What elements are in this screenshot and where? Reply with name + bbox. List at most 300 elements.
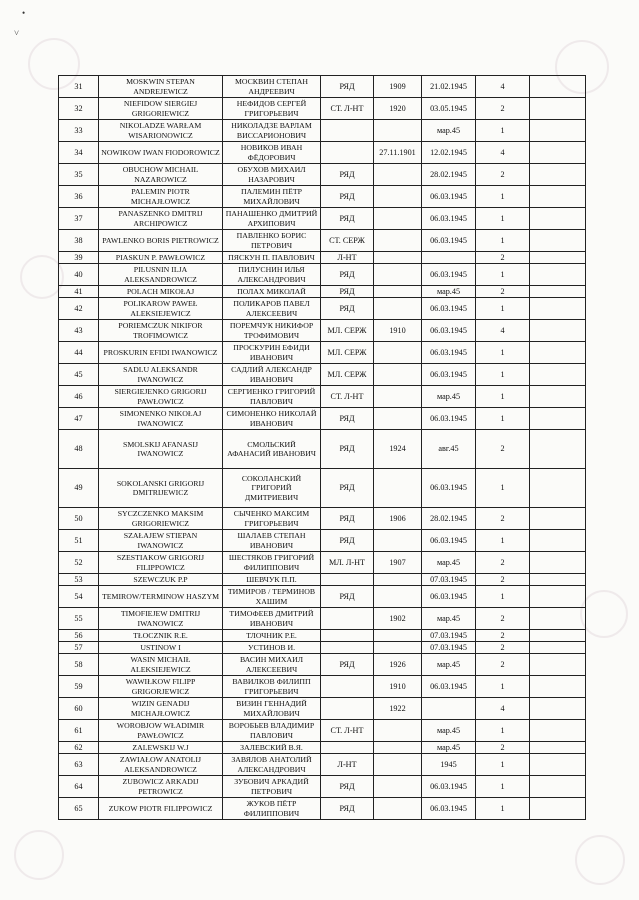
rank-cell: РЯД xyxy=(321,408,374,430)
row-number-cell: 31 xyxy=(59,76,99,98)
grave-number-cell: 1 xyxy=(476,298,530,320)
row-number-cell: 37 xyxy=(59,208,99,230)
row-number-cell: 33 xyxy=(59,120,99,142)
table-row xyxy=(59,676,586,698)
grave-number-cell: 2 xyxy=(476,630,530,642)
row-number-cell: 56 xyxy=(59,630,99,642)
table-row xyxy=(59,630,586,642)
extra-cell xyxy=(530,186,586,208)
extra-cell xyxy=(530,386,586,408)
grave-number-cell: 2 xyxy=(476,252,530,264)
extra-cell xyxy=(530,642,586,654)
rank-cell: РЯД xyxy=(321,186,374,208)
death-date-cell: 07.03.1945 xyxy=(422,630,476,642)
grave-number-cell: 2 xyxy=(476,508,530,530)
death-date-cell: 06.03.1945 xyxy=(422,364,476,386)
grave-number-cell: 1 xyxy=(476,408,530,430)
rank-cell: СТ. Л-НТ xyxy=(321,386,374,408)
row-number-cell: 60 xyxy=(59,698,99,720)
death-date-cell: 06.03.1945 xyxy=(422,320,476,342)
birth-year-cell: 1906 xyxy=(374,508,422,530)
grave-number-cell: 4 xyxy=(476,698,530,720)
row-number-cell: 39 xyxy=(59,252,99,264)
table-row xyxy=(59,430,586,469)
rank-cell: РЯД xyxy=(321,76,374,98)
table-row xyxy=(59,608,586,630)
row-number-cell: 40 xyxy=(59,264,99,286)
soldier-list-table xyxy=(58,75,586,820)
grave-number-cell: 2 xyxy=(476,574,530,586)
grave-number-cell: 2 xyxy=(476,430,530,469)
extra-cell xyxy=(530,164,586,186)
latin-name-cell: ZUBOWICZ ARKADIJ PETROWICZ xyxy=(99,776,223,798)
cyrillic-name-cell: ШАЛАЕВ СТЕПАН ИВАНОВИЧ xyxy=(223,530,321,552)
table-row xyxy=(59,98,586,120)
birth-year-cell: 27.11.1901 xyxy=(374,142,422,164)
birth-year-cell: 1907 xyxy=(374,552,422,574)
table-row xyxy=(59,208,586,230)
table-row xyxy=(59,776,586,798)
rank-cell: МЛ. СЕРЖ xyxy=(321,320,374,342)
birth-year-cell xyxy=(374,720,422,742)
row-number-cell: 36 xyxy=(59,186,99,208)
death-date-cell: 06.03.1945 xyxy=(422,264,476,286)
table-row xyxy=(59,342,586,364)
extra-cell xyxy=(530,630,586,642)
cyrillic-name-cell: ЗУБОВИЧ АРКАДИЙ ПЕТРОВИЧ xyxy=(223,776,321,798)
death-date-cell: 03.05.1945 xyxy=(422,98,476,120)
cyrillic-name-cell: НЕФИДОВ СЕРГЕЙ ГРИГОРЬЕВИЧ xyxy=(223,98,321,120)
latin-name-cell: PIASKUN P. PAWŁOWICZ xyxy=(99,252,223,264)
grave-number-cell: 1 xyxy=(476,586,530,608)
cyrillic-name-cell: СЫЧЕНКО МАКСИМ ГРИГОРЬЕВИЧ xyxy=(223,508,321,530)
birth-year-cell xyxy=(374,286,422,298)
grave-number-cell: 1 xyxy=(476,186,530,208)
extra-cell xyxy=(530,469,586,508)
grave-number-cell: 4 xyxy=(476,76,530,98)
birth-year-cell xyxy=(374,642,422,654)
table-row xyxy=(59,798,586,820)
cyrillic-name-cell: ПАНАШЕНКО ДМИТРИЙ АРХИПОВИЧ xyxy=(223,208,321,230)
birth-year-cell: 1910 xyxy=(374,320,422,342)
cyrillic-name-cell: СОКОЛАНСКИЙ ГРИГОРИЙ ДМИТРИЕВИЧ xyxy=(223,469,321,508)
latin-name-cell: ZAWIAŁOW ANATOLIJ ALEKSANDROWICZ xyxy=(99,754,223,776)
table-row xyxy=(59,642,586,654)
cyrillic-name-cell: ВАВИЛКОВ ФИЛИПП ГРИГОРЬЕВИЧ xyxy=(223,676,321,698)
table-row xyxy=(59,286,586,298)
grave-number-cell: 1 xyxy=(476,264,530,286)
row-number-cell: 54 xyxy=(59,586,99,608)
death-date-cell: 1945 xyxy=(422,754,476,776)
birth-year-cell xyxy=(374,186,422,208)
extra-cell xyxy=(530,252,586,264)
table-row xyxy=(59,469,586,508)
latin-name-cell: PALEMIN PIOTR MICHAJŁOWICZ xyxy=(99,186,223,208)
extra-cell xyxy=(530,120,586,142)
birth-year-cell xyxy=(374,754,422,776)
rank-cell: РЯД xyxy=(321,586,374,608)
death-date-cell: мар.45 xyxy=(422,120,476,142)
row-number-cell: 61 xyxy=(59,720,99,742)
row-number-cell: 55 xyxy=(59,608,99,630)
extra-cell xyxy=(530,298,586,320)
birth-year-cell xyxy=(374,798,422,820)
latin-name-cell: TŁOCZNIK R.E. xyxy=(99,630,223,642)
cyrillic-name-cell: МОСКВИН СТЕПАН АНДРЕЕВИЧ xyxy=(223,76,321,98)
row-number-cell: 32 xyxy=(59,98,99,120)
extra-cell xyxy=(530,230,586,252)
death-date-cell: 06.03.1945 xyxy=(422,469,476,508)
grave-number-cell: 4 xyxy=(476,320,530,342)
scan-mark: ˅ xyxy=(14,28,20,38)
row-number-cell: 63 xyxy=(59,754,99,776)
table-row xyxy=(59,720,586,742)
grave-number-cell: 1 xyxy=(476,342,530,364)
row-number-cell: 59 xyxy=(59,676,99,698)
latin-name-cell: SOKOLANSKI GRIGORIJ DMITRIJEWICZ xyxy=(99,469,223,508)
rank-cell xyxy=(321,120,374,142)
row-number-cell: 51 xyxy=(59,530,99,552)
table-row xyxy=(59,364,586,386)
table-row xyxy=(59,586,586,608)
death-date-cell: 06.03.1945 xyxy=(422,586,476,608)
cyrillic-name-cell: ТЛОЧНИК Р.Е. xyxy=(223,630,321,642)
rank-cell: РЯД xyxy=(321,430,374,469)
latin-name-cell: SZAŁAJEW STIEPAN IWANOWICZ xyxy=(99,530,223,552)
table-row xyxy=(59,186,586,208)
rank-cell: СТ. Л-НТ xyxy=(321,98,374,120)
cyrillic-name-cell: ПОЛАХ МИКОЛАЙ xyxy=(223,286,321,298)
grave-number-cell: 1 xyxy=(476,776,530,798)
grave-number-cell: 2 xyxy=(476,642,530,654)
cyrillic-name-cell: ВИЗИН ГЕННАДИЙ МИХАЙЛОВИЧ xyxy=(223,698,321,720)
cyrillic-name-cell: САДЛИЙ АЛЕКСАНДР ИВАНОВИЧ xyxy=(223,364,321,386)
cyrillic-name-cell: ТИМОФЕЕВ ДМИТРИЙ ИВАНОВИЧ xyxy=(223,608,321,630)
table-row xyxy=(59,508,586,530)
table-row xyxy=(59,574,586,586)
row-number-cell: 48 xyxy=(59,430,99,469)
death-date-cell: 06.03.1945 xyxy=(422,776,476,798)
grave-number-cell: 1 xyxy=(476,230,530,252)
birth-year-cell xyxy=(374,364,422,386)
latin-name-cell: POLACH MIKOŁAJ xyxy=(99,286,223,298)
cyrillic-name-cell: ПИЛУСНИН ИЛЬЯ АЛЕКСАНДРОВИЧ xyxy=(223,264,321,286)
birth-year-cell xyxy=(374,208,422,230)
latin-name-cell: SYCZCZENKO MAKSIM GRIGORIEWICZ xyxy=(99,508,223,530)
death-date-cell: мар.45 xyxy=(422,286,476,298)
row-number-cell: 43 xyxy=(59,320,99,342)
rank-cell: Л-НТ xyxy=(321,252,374,264)
cyrillic-name-cell: СИМОНЕНКО НИКОЛАЙ ИВАНОВИЧ xyxy=(223,408,321,430)
extra-cell xyxy=(530,720,586,742)
rank-cell: РЯД xyxy=(321,469,374,508)
row-number-cell: 41 xyxy=(59,286,99,298)
row-number-cell: 38 xyxy=(59,230,99,252)
rank-cell: МЛ. Л-НТ xyxy=(321,552,374,574)
row-number-cell: 44 xyxy=(59,342,99,364)
birth-year-cell xyxy=(374,408,422,430)
birth-year-cell: 1920 xyxy=(374,98,422,120)
latin-name-cell: PAWLENKO BORIS PIETROWICZ xyxy=(99,230,223,252)
latin-name-cell: ZALEWSKIJ W.J xyxy=(99,742,223,754)
grave-number-cell: 1 xyxy=(476,469,530,508)
row-number-cell: 35 xyxy=(59,164,99,186)
row-number-cell: 46 xyxy=(59,386,99,408)
latin-name-cell: USTINOW I xyxy=(99,642,223,654)
grave-number-cell: 1 xyxy=(476,798,530,820)
grave-number-cell: 1 xyxy=(476,208,530,230)
cyrillic-name-cell: СЕРГИЕНКО ГРИГОРИЙ ПАВЛОВИЧ xyxy=(223,386,321,408)
grave-number-cell: 2 xyxy=(476,286,530,298)
cyrillic-name-cell: ТИМИРОВ / ТЕРМИНОВ ХАШИМ xyxy=(223,586,321,608)
rank-cell: РЯД xyxy=(321,264,374,286)
rank-cell: РЯД xyxy=(321,286,374,298)
row-number-cell: 45 xyxy=(59,364,99,386)
table-row xyxy=(59,230,586,252)
row-number-cell: 58 xyxy=(59,654,99,676)
rank-cell: Л-НТ xyxy=(321,754,374,776)
cyrillic-name-cell: ПЯСКУН П. ПАВЛОВИЧ xyxy=(223,252,321,264)
death-date-cell: 06.03.1945 xyxy=(422,298,476,320)
row-number-cell: 57 xyxy=(59,642,99,654)
death-date-cell: 07.03.1945 xyxy=(422,574,476,586)
grave-number-cell: 2 xyxy=(476,654,530,676)
cyrillic-name-cell: НИКОЛАДЗЕ ВАРЛАМ ВИССАРИОНОВИЧ xyxy=(223,120,321,142)
table-row xyxy=(59,530,586,552)
extra-cell xyxy=(530,98,586,120)
extra-cell xyxy=(530,676,586,698)
rank-cell xyxy=(321,676,374,698)
table-row xyxy=(59,142,586,164)
grave-number-cell: 1 xyxy=(476,530,530,552)
extra-cell xyxy=(530,320,586,342)
extra-cell xyxy=(530,208,586,230)
death-date-cell: мар.45 xyxy=(422,386,476,408)
birth-year-cell xyxy=(374,298,422,320)
rank-cell xyxy=(321,608,374,630)
row-number-cell: 52 xyxy=(59,552,99,574)
death-date-cell: авг.45 xyxy=(422,430,476,469)
cyrillic-name-cell: ПОЛИКАРОВ ПАВЕЛ АЛЕКСЕЕВИЧ xyxy=(223,298,321,320)
latin-name-cell: SIERGIEJENKO GRIGORIJ PAWŁOWICZ xyxy=(99,386,223,408)
death-date-cell xyxy=(422,698,476,720)
latin-name-cell: SZESTIAKOW GRIGORIJ FILIPPOWICZ xyxy=(99,552,223,574)
rank-cell: РЯД xyxy=(321,208,374,230)
latin-name-cell: PORIEMCZUK NIKIFOR TROFIMOWICZ xyxy=(99,320,223,342)
grave-number-cell: 2 xyxy=(476,164,530,186)
birth-year-cell: 1902 xyxy=(374,608,422,630)
latin-name-cell: WIZIN GENADIJ MICHAJŁOWICZ xyxy=(99,698,223,720)
extra-cell xyxy=(530,698,586,720)
latin-name-cell: MOSKWIN STEPAN ANDREJEWICZ xyxy=(99,76,223,98)
death-date-cell: 06.03.1945 xyxy=(422,208,476,230)
death-date-cell: мар.45 xyxy=(422,552,476,574)
grave-number-cell: 1 xyxy=(476,676,530,698)
rank-cell: МЛ. СЕРЖ xyxy=(321,364,374,386)
extra-cell xyxy=(530,552,586,574)
table-row xyxy=(59,742,586,754)
extra-cell xyxy=(530,142,586,164)
row-number-cell: 50 xyxy=(59,508,99,530)
latin-name-cell: OBUCHOW MICHAIL NAZAROWICZ xyxy=(99,164,223,186)
extra-cell xyxy=(530,286,586,298)
rank-cell xyxy=(321,142,374,164)
extra-cell xyxy=(530,408,586,430)
birth-year-cell: 1909 xyxy=(374,76,422,98)
watermark-stamp xyxy=(14,830,64,880)
cyrillic-name-cell: ОБУХОВ МИХАИЛ НАЗАРОВИЧ xyxy=(223,164,321,186)
rank-cell: РЯД xyxy=(321,654,374,676)
birth-year-cell xyxy=(374,264,422,286)
death-date-cell xyxy=(422,252,476,264)
birth-year-cell xyxy=(374,469,422,508)
table-row xyxy=(59,120,586,142)
birth-year-cell xyxy=(374,630,422,642)
cyrillic-name-cell: ВАСИН МИХАИЛ АЛЕКСЕЕВИЧ xyxy=(223,654,321,676)
table-row xyxy=(59,298,586,320)
grave-number-cell: 2 xyxy=(476,742,530,754)
table-row xyxy=(59,76,586,98)
table-row xyxy=(59,386,586,408)
death-date-cell: 06.03.1945 xyxy=(422,798,476,820)
grave-number-cell: 1 xyxy=(476,364,530,386)
table-row xyxy=(59,754,586,776)
latin-name-cell: PANASZENKO DMITRIJ ARCHIPOWICZ xyxy=(99,208,223,230)
row-number-cell: 47 xyxy=(59,408,99,430)
latin-name-cell: TIMOFIEJEW DMITRIJ IWANOWICZ xyxy=(99,608,223,630)
cyrillic-name-cell: ЖУКОВ ПЁТР ФИЛИППОВИЧ xyxy=(223,798,321,820)
cyrillic-name-cell: НОВИКОВ ИВАН ФЁДОРОВИЧ xyxy=(223,142,321,164)
death-date-cell: 06.03.1945 xyxy=(422,342,476,364)
table-row xyxy=(59,164,586,186)
grave-number-cell: 1 xyxy=(476,120,530,142)
table-row xyxy=(59,252,586,264)
row-number-cell: 53 xyxy=(59,574,99,586)
cyrillic-name-cell: ПАЛЕМИН ПЁТР МИХАЙЛОВИЧ xyxy=(223,186,321,208)
latin-name-cell: SIMONENKO NIKOŁAJ IWANOWICZ xyxy=(99,408,223,430)
watermark-stamp xyxy=(575,835,625,885)
latin-name-cell: TEMIROW/TERMINOW HASZYM xyxy=(99,586,223,608)
table-row xyxy=(59,698,586,720)
birth-year-cell: 1910 xyxy=(374,676,422,698)
extra-cell xyxy=(530,586,586,608)
death-date-cell: 21.02.1945 xyxy=(422,76,476,98)
table-row xyxy=(59,408,586,430)
extra-cell xyxy=(530,776,586,798)
table-row xyxy=(59,654,586,676)
rank-cell xyxy=(321,642,374,654)
row-number-cell: 49 xyxy=(59,469,99,508)
latin-name-cell: SZEWCZUK P.P xyxy=(99,574,223,586)
latin-name-cell: PROSKURIN EFIDI IWANOWICZ xyxy=(99,342,223,364)
birth-year-cell xyxy=(374,252,422,264)
extra-cell xyxy=(530,798,586,820)
cyrillic-name-cell: ЗАВЯЛОВ АНАТОЛИЙ АЛЕКСАНДРОВИЧ xyxy=(223,754,321,776)
death-date-cell: мар.45 xyxy=(422,654,476,676)
rank-cell: МЛ. СЕРЖ xyxy=(321,342,374,364)
cyrillic-name-cell: ВОРОБЬЕВ ВЛАДИМИР ПАВЛОВИЧ xyxy=(223,720,321,742)
latin-name-cell: NIKOLADZE WARŁAM WISARIONOWICZ xyxy=(99,120,223,142)
death-date-cell: 06.03.1945 xyxy=(422,676,476,698)
row-number-cell: 42 xyxy=(59,298,99,320)
death-date-cell: мар.45 xyxy=(422,742,476,754)
extra-cell xyxy=(530,342,586,364)
extra-cell xyxy=(530,364,586,386)
rank-cell: РЯД xyxy=(321,530,374,552)
cyrillic-name-cell: ШЕВЧУК П.П. xyxy=(223,574,321,586)
rank-cell xyxy=(321,630,374,642)
latin-name-cell: SADLU ALEKSANDR IWANOWICZ xyxy=(99,364,223,386)
birth-year-cell xyxy=(374,386,422,408)
birth-year-cell xyxy=(374,776,422,798)
birth-year-cell xyxy=(374,230,422,252)
extra-cell xyxy=(530,76,586,98)
table-row xyxy=(59,264,586,286)
cyrillic-name-cell: СМОЛЬСКИЙ АФАНАСИЙ ИВАНОВИЧ xyxy=(223,430,321,469)
birth-year-cell xyxy=(374,574,422,586)
cyrillic-name-cell: ЗАЛЕВСКИЙ В.Я. xyxy=(223,742,321,754)
row-number-cell: 34 xyxy=(59,142,99,164)
death-date-cell: 28.02.1945 xyxy=(422,508,476,530)
grave-number-cell: 2 xyxy=(476,552,530,574)
cyrillic-name-cell: ПОРЕМЧУК НИКИФОР ТРОФИМОВИЧ xyxy=(223,320,321,342)
rank-cell: РЯД xyxy=(321,164,374,186)
latin-name-cell: WOROBJOW WŁADIMIR PAWŁOWICZ xyxy=(99,720,223,742)
birth-year-cell xyxy=(374,742,422,754)
rank-cell: РЯД xyxy=(321,776,374,798)
row-number-cell: 62 xyxy=(59,742,99,754)
grave-number-cell: 1 xyxy=(476,754,530,776)
extra-cell xyxy=(530,264,586,286)
latin-name-cell: ZUKOW PIOTR FILIPPOWICZ xyxy=(99,798,223,820)
extra-cell xyxy=(530,742,586,754)
watermark-stamp xyxy=(580,590,628,638)
cyrillic-name-cell: УСТИНОВ И. xyxy=(223,642,321,654)
extra-cell xyxy=(530,754,586,776)
grave-number-cell: 2 xyxy=(476,98,530,120)
grave-number-cell: 1 xyxy=(476,720,530,742)
rank-cell xyxy=(321,698,374,720)
rank-cell: РЯД xyxy=(321,508,374,530)
death-date-cell: 07.03.1945 xyxy=(422,642,476,654)
row-number-cell: 64 xyxy=(59,776,99,798)
extra-cell xyxy=(530,654,586,676)
death-date-cell: мар.45 xyxy=(422,720,476,742)
scan-mark: • xyxy=(22,8,26,18)
latin-name-cell: POLIKAROW PAWEŁ ALEKSIEJEWICZ xyxy=(99,298,223,320)
extra-cell xyxy=(530,430,586,469)
latin-name-cell: PILUSNIN ILJA ALEKSANDROWICZ xyxy=(99,264,223,286)
death-date-cell: мар.45 xyxy=(422,608,476,630)
latin-name-cell: NIEFIDOW SIERGIEJ GRIGORIEWICZ xyxy=(99,98,223,120)
table-row xyxy=(59,320,586,342)
rank-cell xyxy=(321,574,374,586)
rank-cell xyxy=(321,742,374,754)
birth-year-cell xyxy=(374,586,422,608)
latin-name-cell: WAWIŁKOW FILIPP GRIGORJEWICZ xyxy=(99,676,223,698)
extra-cell xyxy=(530,508,586,530)
grave-number-cell: 4 xyxy=(476,142,530,164)
cyrillic-name-cell: ШЕСТЯКОВ ГРИГОРИЙ ФИЛИППОВИЧ xyxy=(223,552,321,574)
extra-cell xyxy=(530,530,586,552)
birth-year-cell xyxy=(374,164,422,186)
birth-year-cell: 1924 xyxy=(374,430,422,469)
rank-cell: СТ. СЕРЖ xyxy=(321,230,374,252)
death-date-cell: 06.03.1945 xyxy=(422,530,476,552)
birth-year-cell xyxy=(374,530,422,552)
rank-cell: СТ. Л-НТ xyxy=(321,720,374,742)
grave-number-cell: 2 xyxy=(476,608,530,630)
